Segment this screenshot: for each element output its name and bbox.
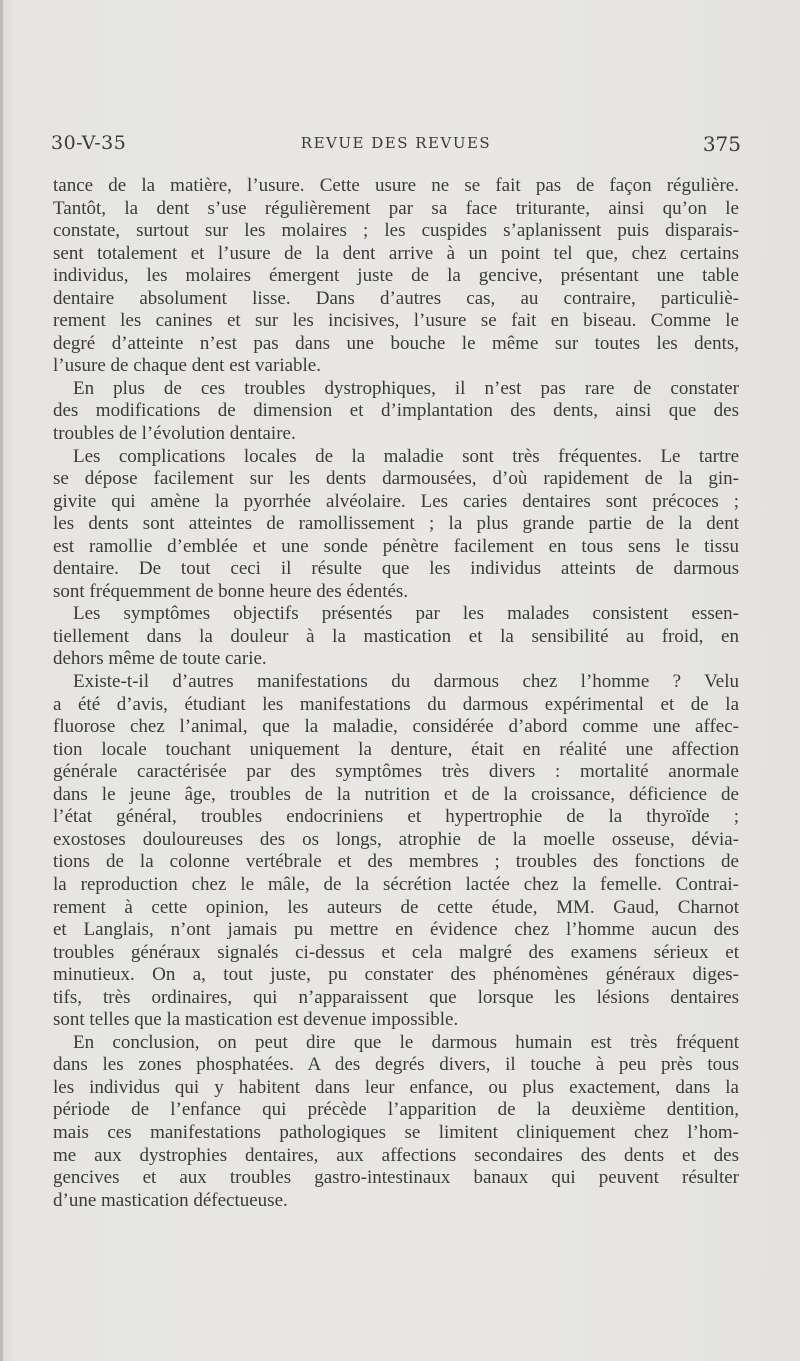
text-line: sent totalement et l’usure de la dent arrive à un point tel que, chez certains bbox=[53, 242, 739, 264]
text-line: se dépose facilement sur les dents darmousées, d’où rapidement de la gin- bbox=[53, 468, 739, 490]
text-line: individus, les molaires émergent juste de la gencive, présentant une table bbox=[53, 265, 739, 287]
text-line: d’une mastication défectueuse. bbox=[53, 1189, 288, 1211]
text-line: Les complications locales de la maladie sont très fréquentes. Le tartre bbox=[73, 445, 739, 467]
text-line: tions de la colonne vertébrale et des membres ; troubles des fonctions de bbox=[53, 851, 739, 873]
text-line: tiellement dans la douleur à la mastication et la sensibilité au froid, en bbox=[53, 625, 739, 647]
text-line: constate, surtout sur les molaires ; les cuspides s’aplanissent puis disparais- bbox=[53, 220, 739, 242]
header-date: 30-V-35 bbox=[51, 132, 127, 154]
text-line: est ramollie d’emblée et une sonde pénètre facilement en tous sens le tissu bbox=[53, 535, 739, 557]
header-page-number: 375 bbox=[702, 132, 741, 156]
text-line: les dents sont atteintes de ramollissement ; la plus grande partie de la dent bbox=[53, 513, 739, 535]
text-line: En plus de ces troubles dystrophiques, il n’est pas rare de constater bbox=[73, 377, 739, 399]
running-header bbox=[51, 130, 741, 160]
text-line: dehors même de toute carie. bbox=[53, 648, 267, 670]
text-line: Tantôt, la dent s’use régulièrement par sa face triturante, ainsi qu’on le bbox=[53, 197, 739, 219]
header-journal-title: REVUE DES REVUES bbox=[300, 134, 492, 152]
text-line: sont fréquemment de bonne heure des édentés. bbox=[53, 580, 409, 602]
text-line: période de l’enfance qui précède l’apparition de la deuxième dentition, bbox=[53, 1099, 739, 1121]
text-line: dentaire. De tout ceci il résulte que les individus atteints de darmous bbox=[53, 558, 739, 580]
text-line: dans les zones phosphatées. A des degrés divers, il touche à peu près tous bbox=[53, 1054, 739, 1076]
text-line: l’usure de chaque dent est variable. bbox=[53, 355, 321, 377]
text-line: et Langlais, n’ont jamais pu mettre en évidence chez l’homme aucun des bbox=[53, 919, 739, 941]
text-line: les individus qui y habitent dans leur enfance, ou plus exactement, dans la bbox=[53, 1076, 739, 1098]
text-line: En conclusion, on peut dire que le darmous humain est très fréquent bbox=[73, 1031, 739, 1053]
text-line: dentaire absolument lisse. Dans d’autres cas, au contraire, particuliè- bbox=[53, 287, 739, 309]
text-line: sont telles que la mastication est devenue impossible. bbox=[53, 1009, 459, 1031]
text-line: des modifications de dimension et d’implantation des dents, ainsi que des bbox=[53, 400, 739, 422]
text-line: givite qui amène la pyorrhée alvéolaire. Les caries dentaires sont précoces ; bbox=[53, 490, 739, 512]
text-line: tion locale touchant uniquement la denture, était en réalité une affection bbox=[53, 738, 739, 760]
text-line: me aux dystrophies dentaires, aux affections secondaires des dents et des bbox=[53, 1144, 739, 1166]
text-line: dans le jeune âge, troubles de la nutrition et de la croissance, déficience de bbox=[53, 783, 739, 805]
text-line: l’état général, troubles endocriniens et hypertrophie de la thyroïde ; bbox=[53, 806, 739, 828]
text-line: troubles de l’évolution dentaire. bbox=[53, 423, 296, 445]
text-line: la reproduction chez le mâle, de la sécrétion lactée chez la femelle. Contrai- bbox=[53, 873, 739, 895]
text-line: rement les canines et sur les incisives, l’usure se fait en biseau. Comme le bbox=[53, 310, 739, 332]
text-line: gencives et aux troubles gastro-intestinaux banaux qui peuvent résulter bbox=[53, 1167, 739, 1189]
article-body bbox=[53, 175, 739, 1212]
text-line: troubles généraux signalés ci-dessus et cela malgré des examens sérieux et bbox=[53, 941, 739, 963]
page-binding-edge bbox=[0, 0, 3, 1361]
text-line: tance de la matière, l’usure. Cette usure ne se fait pas de façon régulière. bbox=[53, 175, 739, 196]
text-line: exostoses douloureuses des os longs, atrophie de la moelle osseuse, dévia- bbox=[53, 828, 739, 850]
text-line: rement à cette opinion, les auteurs de cette étude, MM. Gaud, Charnot bbox=[53, 896, 739, 918]
text-line: degré d’atteinte n’est pas dans une bouche le même sur toutes les dents, bbox=[53, 332, 739, 354]
text-line: minutieux. On a, tout juste, pu constater des phénomènes généraux diges- bbox=[53, 964, 739, 986]
text-line: générale caractérisée par des symptômes très divers : mortalité anormale bbox=[53, 761, 739, 783]
text-line: Existe-t-il d’autres manifestations du darmous chez l’homme ? Velu bbox=[73, 671, 739, 693]
text-line: Les symptômes objectifs présentés par les malades consistent essen- bbox=[73, 603, 739, 625]
text-line: fluorose chez l’animal, que la maladie, considérée d’abord comme une affec- bbox=[53, 716, 739, 738]
text-line: a été d’avis, étudiant les manifestations du darmous expérimental et de la bbox=[53, 693, 739, 715]
text-line: tifs, très ordinaires, qui n’apparaissent que lorsque les lésions dentaires bbox=[53, 986, 739, 1008]
text-line: mais ces manifestations pathologiques se limitent cliniquement chez l’hom- bbox=[53, 1121, 739, 1143]
